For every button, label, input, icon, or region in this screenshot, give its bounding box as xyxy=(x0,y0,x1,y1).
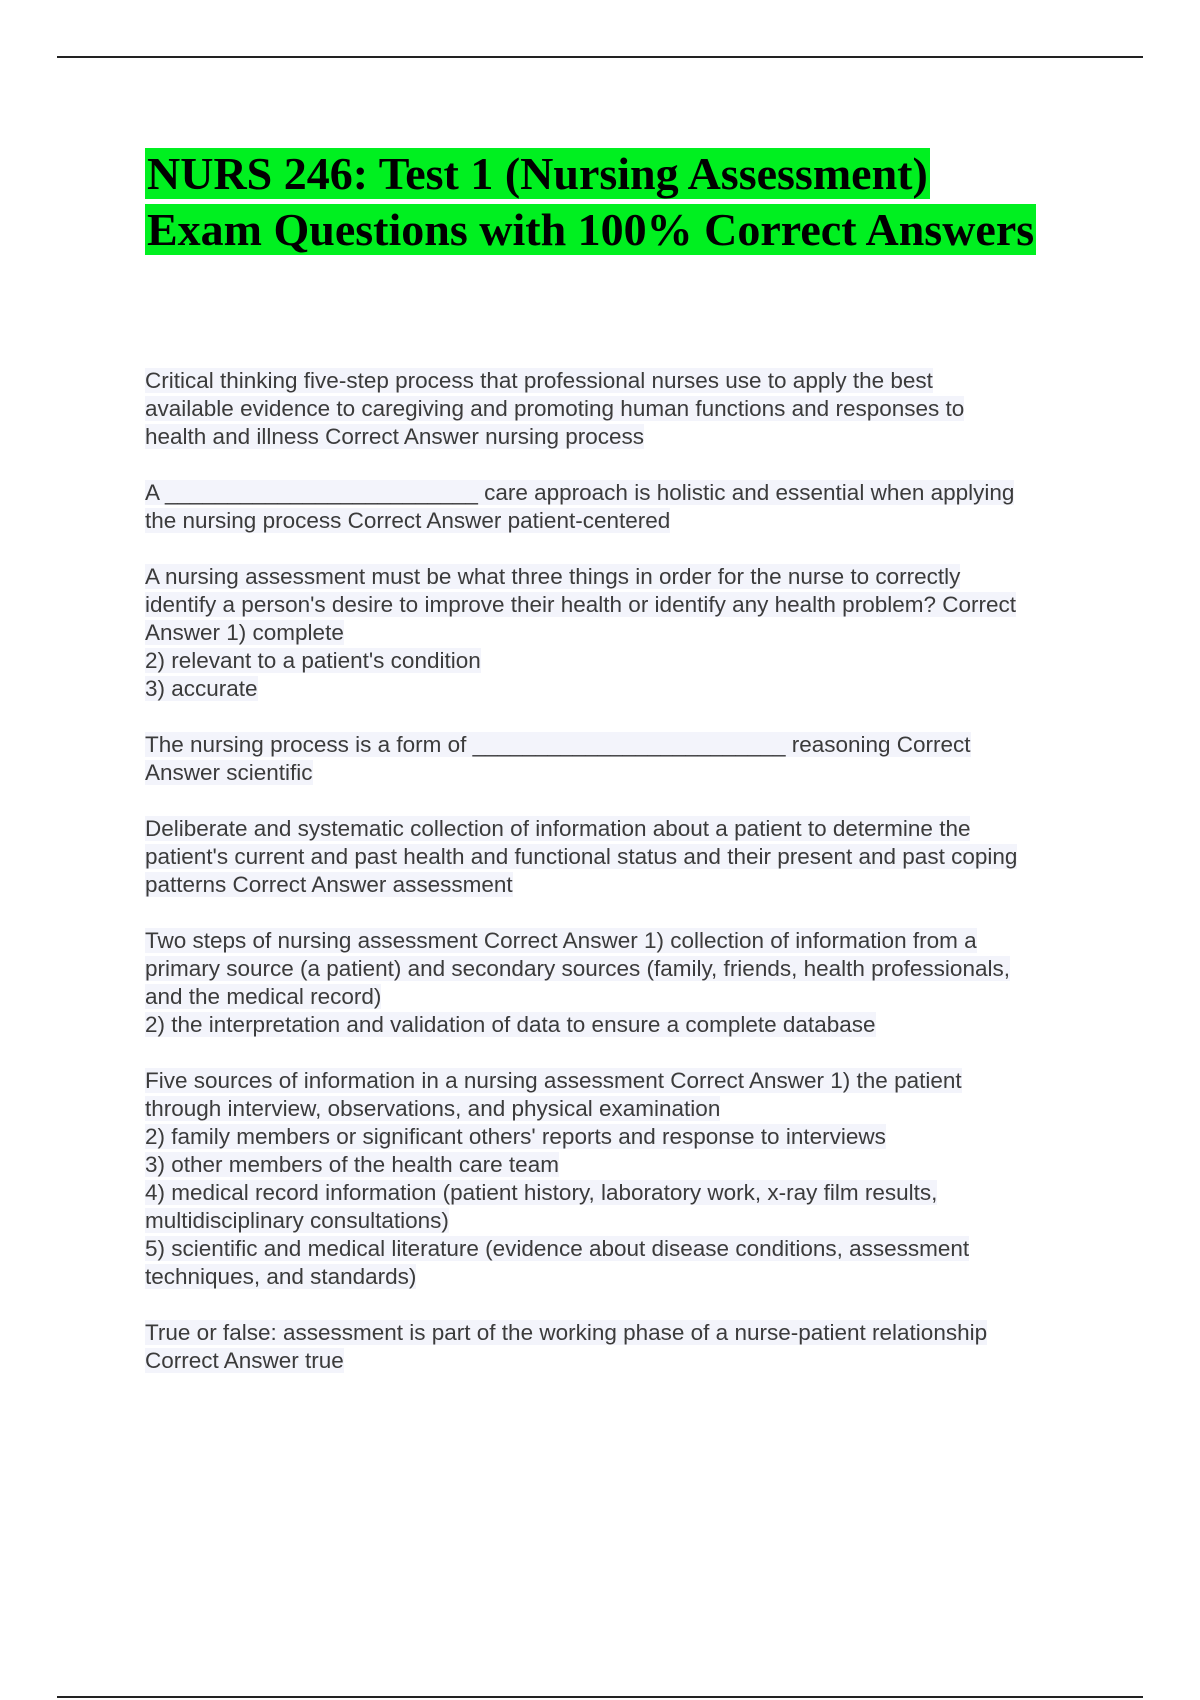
qa-item xyxy=(145,927,1105,1039)
qa-line-text: A _________________________ care approach is holistic and essential when applying xyxy=(145,480,1015,505)
qa-line-text: Answer 1) complete xyxy=(145,620,344,645)
qa-line xyxy=(145,507,1105,535)
qa-line-text: patterns Correct Answer assessment xyxy=(145,872,513,897)
qa-line xyxy=(145,1067,1105,1095)
qa-line xyxy=(145,1151,1105,1179)
qa-line-text: Deliberate and systematic collection of information about a patient to determine the xyxy=(145,816,971,841)
qa-list xyxy=(145,367,1105,1403)
qa-line-text: The nursing process is a form of _________________________ reasoning Correct xyxy=(145,732,971,757)
qa-line xyxy=(145,619,1105,647)
qa-item xyxy=(145,1319,1105,1375)
qa-line-text: the nursing process Correct Answer patient-centered xyxy=(145,508,671,533)
qa-line xyxy=(145,1347,1105,1375)
qa-line-text: techniques, and standards) xyxy=(145,1264,417,1289)
qa-item xyxy=(145,1067,1105,1291)
qa-line xyxy=(145,563,1105,591)
qa-line xyxy=(145,1123,1105,1151)
qa-line xyxy=(145,479,1105,507)
qa-line xyxy=(145,955,1105,983)
qa-line xyxy=(145,759,1105,787)
qa-line-text: Five sources of information in a nursing assessment Correct Answer 1) the patient xyxy=(145,1068,962,1093)
qa-line-text: Critical thinking five-step process that professional nurses use to apply the best xyxy=(145,368,933,393)
qa-line xyxy=(145,731,1105,759)
qa-line xyxy=(145,871,1105,899)
qa-item xyxy=(145,731,1105,787)
bottom-divider xyxy=(57,1696,1143,1698)
qa-line xyxy=(145,1207,1105,1235)
qa-line xyxy=(145,1179,1105,1207)
qa-line xyxy=(145,591,1105,619)
qa-line-text: patient's current and past health and functional status and their present and past coping xyxy=(145,844,1018,869)
qa-line-text: 2) family members or significant others' reports and response to interviews xyxy=(145,1124,886,1149)
qa-line-text: 3) accurate xyxy=(145,676,258,701)
qa-item xyxy=(145,367,1105,451)
qa-line-text: available evidence to caregiving and promoting human functions and responses to xyxy=(145,396,965,421)
qa-line-text: multidisciplinary consultations) xyxy=(145,1208,449,1233)
qa-line-text: True or false: assessment is part of the working phase of a nurse-patient relationship xyxy=(145,1320,988,1345)
qa-line-text: A nursing assessment must be what three things in order for the nurse to correctly xyxy=(145,564,961,589)
qa-line-text: 4) medical record information (patient history, laboratory work, x-ray film results, xyxy=(145,1180,938,1205)
qa-line xyxy=(145,647,1105,675)
qa-line-text: 3) other members of the health care team xyxy=(145,1152,559,1177)
qa-line-text: Two steps of nursing assessment Correct Answer 1) collection of information from a xyxy=(145,928,977,953)
document-title xyxy=(145,146,1145,258)
qa-line-text: 2) relevant to a patient's condition xyxy=(145,648,481,673)
qa-line-text: and the medical record) xyxy=(145,984,382,1009)
qa-line-text: Answer scientific xyxy=(145,760,313,785)
qa-item xyxy=(145,563,1105,703)
qa-line xyxy=(145,395,1105,423)
qa-line xyxy=(145,815,1105,843)
qa-line xyxy=(145,1263,1105,1291)
qa-line xyxy=(145,1235,1105,1263)
qa-line-text: primary source (a patient) and secondary sources (family, friends, health professionals, xyxy=(145,956,1010,981)
qa-line xyxy=(145,927,1105,955)
qa-line xyxy=(145,1095,1105,1123)
qa-item xyxy=(145,815,1105,899)
qa-line-text: through interview, observations, and physical examination xyxy=(145,1096,721,1121)
qa-line xyxy=(145,983,1105,1011)
title-line-1: NURS 246: Test 1 (Nursing Assessment) xyxy=(147,148,928,199)
qa-line xyxy=(145,367,1105,395)
top-divider xyxy=(57,56,1143,58)
qa-line xyxy=(145,423,1105,451)
qa-line-text: 2) the interpretation and validation of data to ensure a complete database xyxy=(145,1012,876,1037)
qa-line xyxy=(145,843,1105,871)
qa-line xyxy=(145,1011,1105,1039)
qa-line xyxy=(145,675,1105,703)
qa-line-text: identify a person's desire to improve their health or identify any health problem? Correct xyxy=(145,592,1016,617)
qa-line-text: health and illness Correct Answer nursing process xyxy=(145,424,644,449)
qa-item xyxy=(145,479,1105,535)
qa-line xyxy=(145,1319,1105,1347)
title-line-2: Exam Questions with 100% Correct Answers xyxy=(147,204,1035,255)
qa-line-text: 5) scientific and medical literature (evidence about disease conditions, assessment xyxy=(145,1236,970,1261)
qa-line-text: Correct Answer true xyxy=(145,1348,344,1373)
